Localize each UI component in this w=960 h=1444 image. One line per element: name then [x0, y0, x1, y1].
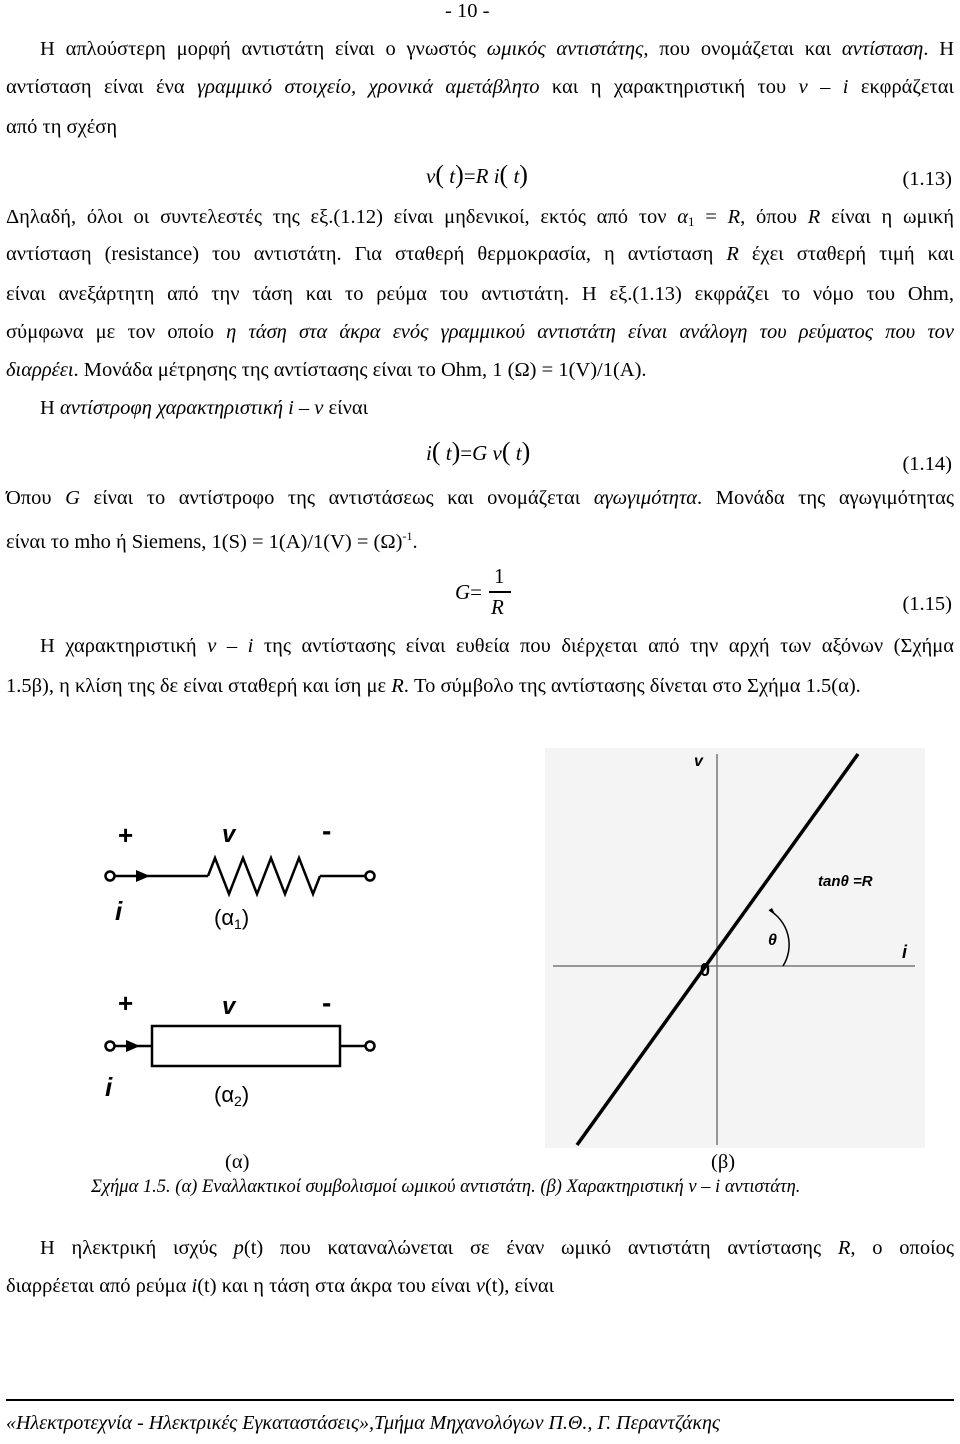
plus-sign: +	[118, 820, 134, 850]
eq-fraction-numerator: 1	[494, 564, 505, 588]
text-run: σύμφωνα με τον οποίο	[6, 321, 227, 343]
term-linear-element: γραμμικό στοιχείο, χρονικά αμετάβλητο	[197, 76, 540, 98]
text-run: (t) που καταναλώνεται σε έναν ωμικό αντιστάτη αντίστασης	[243, 1237, 838, 1259]
equation-number-1-14: (1.14)	[902, 453, 952, 475]
eq-t: t	[515, 441, 522, 465]
paragraph-1-line-3: από τη σχέση	[6, 116, 118, 138]
ohm-law-statement: η τάση στα άκρα ενός γραμμικού αντιστάτη είναι ανάλογη του ρεύματος που τον	[226, 321, 955, 343]
paragraph-5-line-1	[40, 634, 954, 658]
symbol-R: R	[391, 675, 404, 697]
equation-number-1-15: (1.15)	[902, 593, 952, 615]
current-label-i: i	[105, 1072, 113, 1102]
paragraph-2-line-1	[6, 205, 954, 234]
figure-caption: Σχήμα 1.5. (α) Εναλλακτικοί συμβολισμοί ωμικού αντιστάτη. (β) Χαρακτηριστική v – i αντιστάτη.	[91, 1177, 801, 1197]
symbol-R: R	[727, 206, 741, 228]
eq-i: i	[426, 441, 432, 465]
origin-label: 0	[700, 960, 711, 980]
eq-t: t	[445, 441, 452, 465]
symbol-R: R	[837, 1237, 851, 1259]
ohm-law-statement-end: διαρρέει	[6, 359, 74, 381]
vi-graph	[545, 748, 925, 1148]
terminal	[366, 872, 375, 881]
eq-v: v	[492, 441, 502, 465]
text-run: Η	[40, 397, 60, 419]
label-text: )	[241, 905, 250, 930]
symbol-alpha: α	[677, 206, 689, 228]
text-run: (t) και η τάση στα άκρα του είναι	[197, 1275, 476, 1297]
voltage-label-v: v	[222, 821, 236, 848]
equation-number-1-13: (1.13)	[902, 168, 952, 190]
text-run: . Το σύμβολο της αντίστασης δίνεται στο Σχήμα 1.5(α).	[403, 675, 861, 697]
label-text: )	[241, 1082, 250, 1107]
text-run: Η ηλεκτρική ισχύς	[40, 1237, 234, 1259]
term-inverse-characteristic: αντίστροφη χαρακτηριστική i – v	[59, 397, 324, 419]
text-run: Η απλούστερη μορφή αντιστάτη είναι ο γνωστός	[40, 38, 487, 60]
equation-1-14: i( t)=G v( t)	[426, 437, 531, 466]
zigzag-resistor	[208, 858, 320, 894]
theta-label: θ	[768, 932, 777, 949]
text-run: Όπου	[6, 487, 66, 509]
term-v-i: v – i	[798, 76, 849, 98]
text-run: και η χαρακτηριστική του	[539, 76, 799, 98]
eq-equals: =	[460, 441, 473, 465]
text-run: διαρρέεται από ρεύμα	[6, 1275, 192, 1297]
label-text: (α	[214, 905, 235, 930]
text-run: είναι	[323, 397, 369, 419]
text-run: =	[694, 206, 728, 228]
paragraph-6-line-1	[40, 1236, 954, 1260]
terminal	[106, 872, 115, 881]
symbol-p: p	[233, 1237, 244, 1259]
paragraph-6-line-2	[6, 1274, 954, 1298]
paragraph-5-line-2	[6, 674, 954, 698]
text-run: , ο οποίος	[850, 1237, 955, 1259]
eq-t: t	[449, 164, 456, 188]
term-conductance: αγωγιμότητα	[593, 487, 698, 509]
symbol-i: i	[191, 1275, 198, 1297]
footer-text: «Ηλεκτροτεχνία - Ηλεκτρικές Εγκαταστάσεις»,Τμήμα Μηχανολόγων Π.Θ., Γ. Περαντζάκης	[6, 1412, 721, 1434]
eq-fraction-bar	[489, 591, 511, 593]
terminal	[366, 1042, 375, 1051]
plus-sign: +	[118, 988, 134, 1018]
resistor-box	[152, 1026, 340, 1066]
label-text: (α	[214, 1082, 235, 1107]
paragraph-4-line-1	[6, 486, 954, 510]
text-run: αντίσταση (resistance) του αντιστάτη. Για σταθερή θερμοκρασία, η αντίσταση	[6, 243, 727, 265]
paragraph-2-line-4	[6, 320, 954, 344]
figure-label-b: (β)	[711, 1151, 736, 1173]
text-run: . Μονάδα της αγωγιμότητας	[697, 487, 954, 509]
eq-R: R	[475, 164, 489, 188]
text-run: , όπου	[740, 206, 808, 228]
eq-v: v	[426, 164, 436, 188]
paragraph-2-line-5	[6, 358, 954, 382]
graph-background	[545, 748, 925, 1148]
v-axis-label: v	[694, 753, 703, 770]
label-a1	[214, 905, 249, 932]
figure-1-5	[0, 740, 960, 1160]
subscript: 1	[688, 214, 695, 229]
text-run: Η χαρακτηριστική	[40, 635, 208, 657]
current-arrow-icon	[136, 870, 150, 882]
text-run: , που ονομάζεται και	[643, 38, 842, 60]
label-a2	[214, 1082, 249, 1109]
paragraph-2-line-3: είναι ανεξάρτητη από την τάση και το ρεύμα του αντιστάτη. Η εξ.(1.13) εκφράζει το νόμο του Ohm,	[6, 283, 954, 305]
minus-sign: -	[322, 987, 332, 1018]
voltage-label-v: v	[222, 993, 236, 1020]
text-run: . Η	[923, 38, 955, 60]
text-run: 1.5β), η κλίση της δε είναι σταθερή και ίση με	[6, 675, 392, 697]
eq-fraction-denominator: R	[491, 595, 504, 619]
paragraph-1-line-1	[40, 37, 954, 61]
equation-1-15	[455, 580, 482, 605]
eq-i: i	[493, 164, 500, 188]
slope-annotation: tanθ =R	[818, 873, 873, 890]
symbol-R: R	[726, 243, 739, 265]
term-v-i: v – i	[207, 635, 254, 657]
equation-1-13: v( t)=R i( t)	[426, 160, 528, 189]
text-run: (t), είναι	[484, 1275, 555, 1297]
text-run: είναι το αντίστροφο της αντιστάσεως και ονομάζεται	[79, 487, 594, 509]
paragraph-1-line-2	[6, 75, 954, 99]
eq-G: G	[472, 441, 488, 465]
eq-equals: =	[463, 164, 476, 188]
eq-G: G	[455, 580, 471, 604]
i-axis-label: i	[902, 942, 908, 962]
symbol-R: R	[807, 206, 821, 228]
figure-label-a: (α)	[225, 1151, 250, 1173]
text-run: .	[412, 531, 418, 553]
symbol-v: v	[475, 1275, 485, 1297]
term-resistance: αντίσταση	[841, 38, 924, 60]
page-number: - 10 -	[445, 0, 490, 22]
text-run: . Μονάδα μέτρησης της αντίστασης είναι το Ohm, 1 (Ω) = 1(V)/1(A).	[73, 359, 647, 381]
term-ohmic-resistor: ωμικός αντιστάτης	[486, 38, 644, 60]
text-run: αντίσταση είναι ένα	[6, 76, 198, 98]
text-run: Δηλαδή, όλοι οι συντελεστές της εξ.(1.12) είναι μηδενικοί, εκτός από τον	[6, 206, 678, 228]
superscript: -1	[402, 529, 413, 543]
resistor-box-symbol	[106, 1026, 375, 1066]
terminal	[106, 1042, 115, 1051]
text-run: έχει σταθερή τιμή και	[738, 243, 954, 265]
label-subscript: 2	[234, 1093, 242, 1109]
label-subscript: 1	[234, 916, 242, 932]
minus-sign: -	[322, 815, 332, 846]
current-label-i: i	[115, 896, 123, 926]
text-run: είναι η ωμική	[820, 206, 955, 228]
paragraph-3	[40, 396, 954, 420]
symbol-G: G	[65, 487, 80, 509]
footer-rule	[6, 1399, 954, 1401]
text-run: είναι το mho ή Siemens, 1(S) = 1(A)/1(V) = (Ω)	[6, 531, 403, 553]
eq-t: t	[513, 164, 520, 188]
text-run: εκφράζεται	[848, 76, 954, 98]
current-arrow-icon	[126, 1040, 140, 1052]
paragraph-4-line-2	[6, 524, 954, 554]
text-run: της αντίστασης είναι ευθεία που διέρχεται από την αρχή των αξόνων (Σχήμα	[253, 635, 954, 657]
paragraph-2-line-2	[6, 242, 954, 266]
eq-equals: =	[470, 580, 483, 604]
